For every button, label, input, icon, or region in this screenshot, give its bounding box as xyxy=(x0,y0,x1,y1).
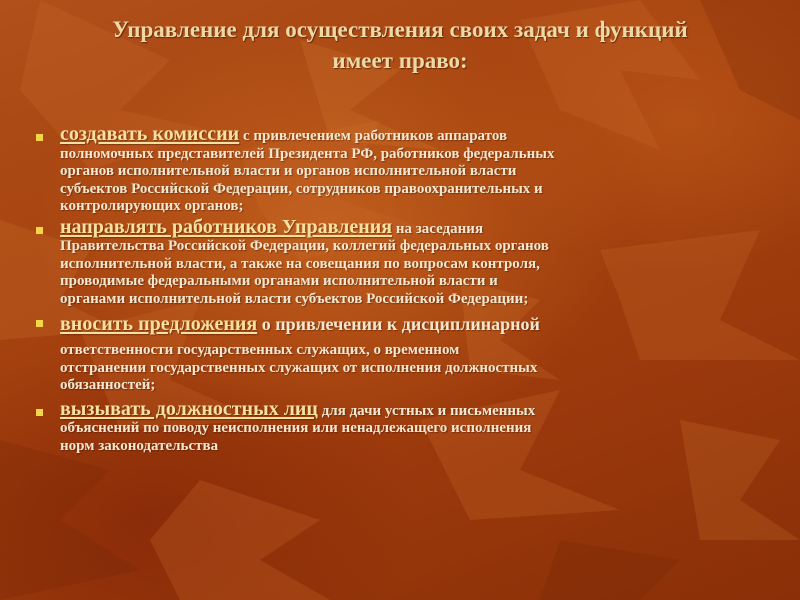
list-item xyxy=(34,397,724,456)
slide-title xyxy=(40,14,760,76)
list-item-keyword: направлять работников Управления xyxy=(60,215,393,238)
list-item-text-continued: ответственности государственных служащих, о временном отстранении государственных служащих от исполнения должностных обязанностей; xyxy=(60,342,538,393)
square-bullet-icon xyxy=(36,227,43,234)
square-bullet-icon xyxy=(36,134,43,141)
list-item xyxy=(34,312,724,395)
list-item-text: создавать комиссии с привлечением работников аппаратов полномочных представителей Президента РФ, работников федеральных органов исполнительной власти и органов исполнительной власти субъектов Российской Федерации, сотрудников правоохранительных и контролирующих органов; xyxy=(60,123,555,214)
bullet-list xyxy=(34,123,724,455)
list-item-text: направлять работников Управления на заседания Правительства Российской Федерации, коллегий федеральных органов исполнительной власти, а также на совещания по вопросам контроля, проводимые федеральными органами исполнительной власти и органами исполнительной власти субъектов Российской Федерации; xyxy=(60,215,549,307)
list-item-keyword: создавать комиссии xyxy=(60,123,240,145)
list-item-keyword: вносить предложения xyxy=(60,313,258,335)
square-bullet-icon xyxy=(36,409,43,416)
title-line-1: Управление для осуществления своих задач и функций xyxy=(112,17,688,42)
title-line-2: имеет право: xyxy=(332,48,468,73)
list-item-keyword: вызывать должностных лиц xyxy=(60,397,318,420)
list-item xyxy=(34,123,724,216)
list-item-text: вызывать должностных лиц для дачи устных и письменных объяснений по поводу неисполнения или ненадлежащего исполнения норм законодательства xyxy=(60,397,536,454)
list-item xyxy=(34,215,724,309)
list-item-text: вносить предложения о привлечении к дисциплинарной xyxy=(60,313,540,335)
square-bullet-icon xyxy=(36,320,43,327)
